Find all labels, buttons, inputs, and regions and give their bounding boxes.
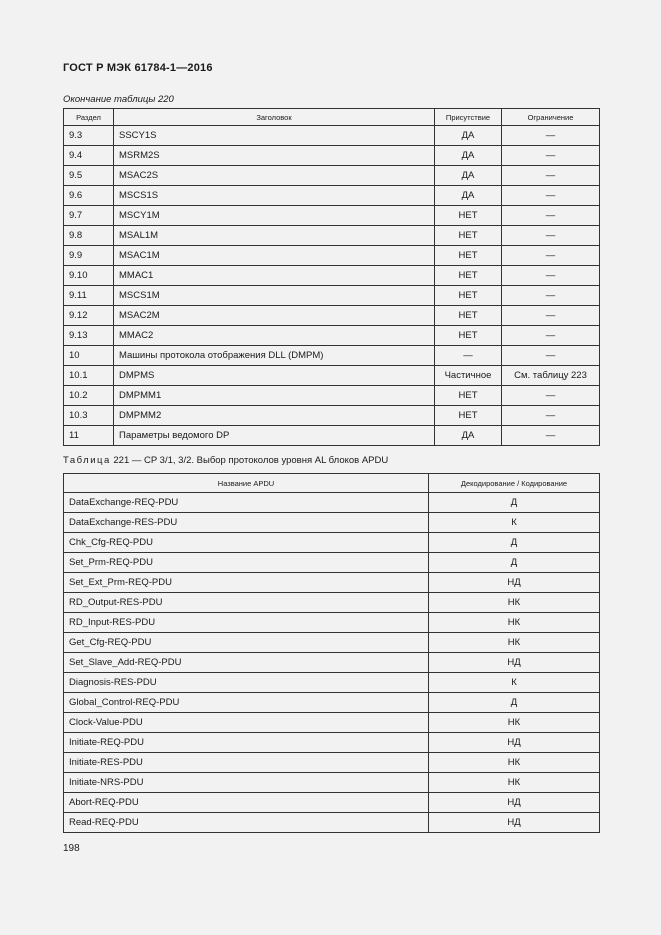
cell-apdu-name: Diagnosis-RES-PDU <box>64 673 429 693</box>
cell-limitation: — <box>502 266 600 286</box>
cell-presence: НЕТ <box>435 306 502 326</box>
cell-presence: НЕТ <box>435 386 502 406</box>
cell-title: SSCY1S <box>114 126 435 146</box>
table-220-header-row <box>64 109 600 126</box>
cell-apdu-name: RD_Input-RES-PDU <box>64 613 429 633</box>
table-row <box>64 493 600 513</box>
cell-decode-encode: НД <box>429 653 600 673</box>
cell-title: MMAC1 <box>114 266 435 286</box>
cell-apdu-name: Read-REQ-PDU <box>64 813 429 833</box>
cell-presence: НЕТ <box>435 206 502 226</box>
cell-title: DMPMM2 <box>114 406 435 426</box>
table-row <box>64 513 600 533</box>
cell-limitation: — <box>502 326 600 346</box>
table-row <box>64 386 600 406</box>
cell-section: 10 <box>64 346 114 366</box>
cell-limitation: — <box>502 206 600 226</box>
cell-limitation: — <box>502 286 600 306</box>
cell-presence: ДА <box>435 186 502 206</box>
table-row <box>64 286 600 306</box>
cell-decode-encode: Д <box>429 693 600 713</box>
cell-title: DMPMS <box>114 366 435 386</box>
cell-limitation: — <box>502 346 600 366</box>
cell-title: MSRM2S <box>114 146 435 166</box>
cell-title: MSAC2M <box>114 306 435 326</box>
table-220-caption: Окончание таблицы 220 <box>63 94 174 105</box>
cell-limitation: — <box>502 246 600 266</box>
table-row <box>64 406 600 426</box>
column-header-decode-encode: Декодирование / Кодирование <box>429 474 600 493</box>
cell-limitation: — <box>502 306 600 326</box>
page-number: 198 <box>63 843 80 854</box>
column-header-section: Раздел <box>64 109 114 126</box>
column-header-presence: Присутствие <box>435 109 502 126</box>
cell-title: Машины протокола отображения DLL (DMPM) <box>114 346 435 366</box>
cell-decode-encode: НД <box>429 813 600 833</box>
cell-apdu-name: Initiate-NRS-PDU <box>64 773 429 793</box>
cell-title: DMPMM1 <box>114 386 435 406</box>
cell-presence: НЕТ <box>435 326 502 346</box>
table-row <box>64 166 600 186</box>
cell-decode-encode: НК <box>429 633 600 653</box>
cell-presence: ДА <box>435 426 502 446</box>
cell-title: MSCY1M <box>114 206 435 226</box>
cell-section: 9.4 <box>64 146 114 166</box>
cell-limitation: См. таблицу 223 <box>502 366 600 386</box>
cell-apdu-name: Initiate-REQ-PDU <box>64 733 429 753</box>
table-row <box>64 573 600 593</box>
cell-title: MMAC2 <box>114 326 435 346</box>
cell-decode-encode: К <box>429 513 600 533</box>
cell-decode-encode: НД <box>429 793 600 813</box>
cell-limitation: — <box>502 186 600 206</box>
table-row <box>64 533 600 553</box>
table-row <box>64 306 600 326</box>
cell-apdu-name: DataExchange-RES-PDU <box>64 513 429 533</box>
cell-decode-encode: К <box>429 673 600 693</box>
cell-presence: ДА <box>435 126 502 146</box>
cell-limitation: — <box>502 406 600 426</box>
cell-apdu-name: Global_Control-REQ-PDU <box>64 693 429 713</box>
cell-presence: Частичное <box>435 366 502 386</box>
table-row <box>64 793 600 813</box>
cell-presence: — <box>435 346 502 366</box>
document-header: ГОСТ Р МЭК 61784-1—2016 <box>63 62 213 74</box>
cell-title: Параметры ведомого DP <box>114 426 435 446</box>
cell-apdu-name: Chk_Cfg-REQ-PDU <box>64 533 429 553</box>
table-row <box>64 206 600 226</box>
cell-section: 9.12 <box>64 306 114 326</box>
table-row <box>64 326 600 346</box>
cell-apdu-name: Set_Prm-REQ-PDU <box>64 553 429 573</box>
cell-apdu-name: Clock-Value-PDU <box>64 713 429 733</box>
cell-apdu-name: Abort-REQ-PDU <box>64 793 429 813</box>
table-row <box>64 366 600 386</box>
cell-section: 9.7 <box>64 206 114 226</box>
cell-limitation: — <box>502 126 600 146</box>
cell-decode-encode: НК <box>429 613 600 633</box>
table-row <box>64 813 600 833</box>
table-row <box>64 693 600 713</box>
cell-title: MSAL1M <box>114 226 435 246</box>
cell-section: 9.9 <box>64 246 114 266</box>
cell-apdu-name: Get_Cfg-REQ-PDU <box>64 633 429 653</box>
table-row <box>64 266 600 286</box>
cell-presence: НЕТ <box>435 266 502 286</box>
cell-section: 9.5 <box>64 166 114 186</box>
table-221-header-row <box>64 474 600 493</box>
cell-limitation: — <box>502 226 600 246</box>
cell-apdu-name: DataExchange-REQ-PDU <box>64 493 429 513</box>
cell-limitation: — <box>502 166 600 186</box>
cell-limitation: — <box>502 146 600 166</box>
cell-title: MSAC2S <box>114 166 435 186</box>
table-row <box>64 346 600 366</box>
cell-presence: НЕТ <box>435 226 502 246</box>
cell-section: 9.3 <box>64 126 114 146</box>
table-row <box>64 146 600 166</box>
cell-presence: ДА <box>435 146 502 166</box>
cell-section: 10.1 <box>64 366 114 386</box>
cell-section: 10.3 <box>64 406 114 426</box>
cell-presence: НЕТ <box>435 406 502 426</box>
table-row <box>64 753 600 773</box>
cell-section: 9.13 <box>64 326 114 346</box>
table-221-body <box>64 493 600 833</box>
table-row <box>64 733 600 753</box>
table-row <box>64 633 600 653</box>
table-220 <box>63 108 600 446</box>
table-row <box>64 553 600 573</box>
table-221-caption-label: Таблица <box>63 455 111 466</box>
cell-presence: ДА <box>435 166 502 186</box>
cell-decode-encode: НК <box>429 593 600 613</box>
cell-section: 9.10 <box>64 266 114 286</box>
table-row <box>64 673 600 693</box>
table-row <box>64 593 600 613</box>
column-header-title: Заголовок <box>114 109 435 126</box>
cell-presence: НЕТ <box>435 246 502 266</box>
cell-section: 9.8 <box>64 226 114 246</box>
cell-apdu-name: Initiate-RES-PDU <box>64 753 429 773</box>
cell-title: MSCS1S <box>114 186 435 206</box>
table-row <box>64 426 600 446</box>
cell-apdu-name: RD_Output-RES-PDU <box>64 593 429 613</box>
table-221-caption <box>63 455 388 466</box>
table-row <box>64 226 600 246</box>
cell-apdu-name: Set_Ext_Prm-REQ-PDU <box>64 573 429 593</box>
cell-decode-encode: НК <box>429 753 600 773</box>
cell-decode-encode: НД <box>429 733 600 753</box>
cell-section: 10.2 <box>64 386 114 406</box>
table-row <box>64 126 600 146</box>
table-row <box>64 613 600 633</box>
cell-decode-encode: Д <box>429 493 600 513</box>
cell-limitation: — <box>502 386 600 406</box>
table-221 <box>63 473 600 833</box>
cell-presence: НЕТ <box>435 286 502 306</box>
cell-decode-encode: НК <box>429 713 600 733</box>
table-row <box>64 713 600 733</box>
cell-title: MSCS1M <box>114 286 435 306</box>
cell-decode-encode: Д <box>429 533 600 553</box>
cell-section: 9.6 <box>64 186 114 206</box>
table-row <box>64 246 600 266</box>
cell-decode-encode: НК <box>429 773 600 793</box>
column-header-limitation: Ограничение <box>502 109 600 126</box>
cell-apdu-name: Set_Slave_Add-REQ-PDU <box>64 653 429 673</box>
cell-section: 11 <box>64 426 114 446</box>
column-header-apdu-name: Название APDU <box>64 474 429 493</box>
table-221-caption-text: 221 — CP 3/1, 3/2. Выбор протоколов уровня AL блоков APDU <box>113 455 389 466</box>
cell-section: 9.11 <box>64 286 114 306</box>
table-row <box>64 186 600 206</box>
cell-decode-encode: НД <box>429 573 600 593</box>
cell-title: MSAC1M <box>114 246 435 266</box>
table-220-body <box>64 126 600 446</box>
cell-decode-encode: Д <box>429 553 600 573</box>
cell-limitation: — <box>502 426 600 446</box>
table-row <box>64 653 600 673</box>
table-row <box>64 773 600 793</box>
